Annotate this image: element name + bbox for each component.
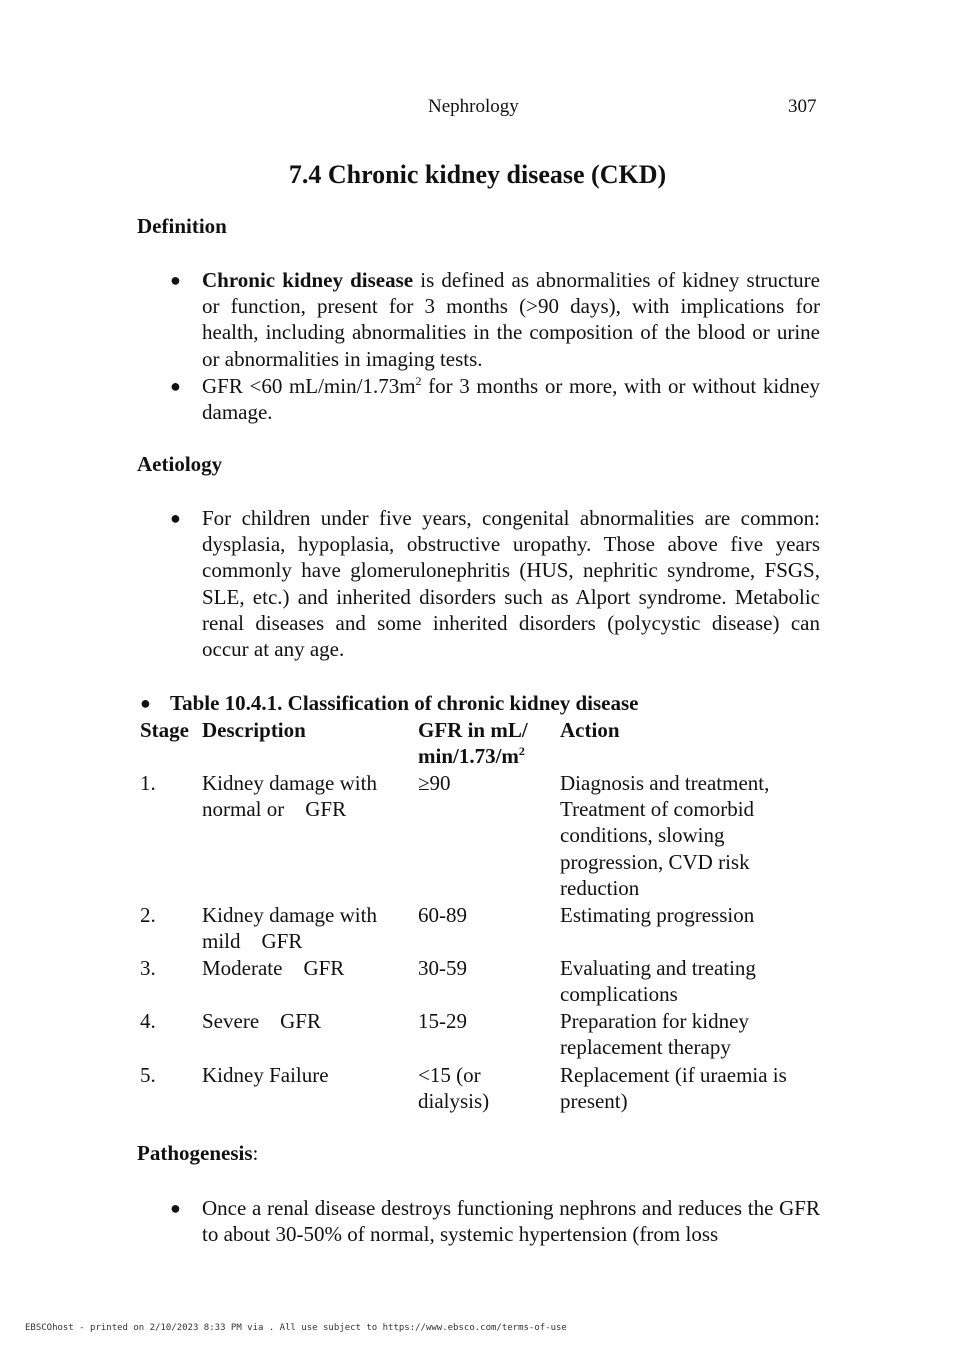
definition-bullet-2-text	[202, 373, 820, 425]
cell-gfr: ≥90	[418, 771, 451, 795]
pathogenesis-bullet	[170, 1195, 820, 1247]
header-gfr-line2	[418, 743, 558, 769]
cell-action: Evaluating and treating complications	[560, 956, 756, 1007]
aetiology-bullet	[170, 505, 820, 662]
table-caption	[140, 690, 639, 716]
definition-heading: Definition	[137, 214, 227, 238]
header-gfr-line2-text: min/1.73/m	[418, 744, 519, 769]
header-gfr-sup: 2	[518, 744, 525, 759]
cell-action: Preparation for kidney replacement therapy	[560, 1009, 749, 1060]
bullet-icon: ●	[170, 376, 181, 396]
cell-stage: 5.	[140, 1063, 156, 1087]
pathogenesis-heading-text: Pathogenesis	[137, 1141, 253, 1165]
cell-description: Kidney damage with normal or GFR	[202, 771, 383, 822]
cell-stage: 3.	[140, 956, 156, 980]
ckd-classification-table	[137, 690, 827, 1130]
definition-bullet-1	[170, 267, 820, 372]
header-action: Action	[560, 718, 620, 742]
cell-description: Kidney Failure	[202, 1063, 329, 1087]
ckd-definition: is defined as abnormalities of kidney structure or function, present for 3 months (>90 days), with implications for health, including abnormalities in the composition of the blood or urine or abnormalities in imaging tests.	[202, 268, 820, 371]
pathogenesis-bullet-text: Once a renal disease destroys functioning nephrons and reduces the GFR to about 30-50% of normal, systemic hypertension (from loss	[202, 1196, 820, 1247]
header-stage: Stage	[140, 718, 189, 742]
cell-gfr: 30-59	[418, 956, 467, 980]
print-footer: EBSCOhost - printed on 2/10/2023 8:33 PM via . All use subject to https://www.ebsco.com/terms-of-use	[25, 1323, 567, 1333]
cell-description: Kidney damage with mild GFR	[202, 903, 383, 954]
bullet-icon: ●	[170, 1198, 181, 1218]
cell-action: Replacement (if uraemia is present)	[560, 1063, 787, 1114]
bullet-icon: ●	[140, 693, 151, 713]
aetiology-heading: Aetiology	[137, 452, 223, 476]
header-gfr	[418, 717, 558, 769]
gfr-criterion-post: for 3 months or more, with or without kidney damage.	[202, 374, 821, 425]
pathogenesis-heading	[137, 1141, 258, 1166]
aetiology-bullet-text: For children under five years, congenital abnormalities are common: dysplasia, hypoplasia, obstructive uropathy. Those above five years commonly have glomerulonephritis (HUS, nephritic syndrome, FSGS, SLE, etc.) and inherited disorders such as Alport syndrome. Metabolic renal diseases and some inherited disorders (polycystic disease) can occur at any age.	[202, 506, 820, 662]
cell-stage: 2.	[140, 903, 156, 927]
cell-stage: 1.	[140, 771, 156, 795]
cell-action: Estimating progression	[560, 903, 755, 927]
header-gfr-line1: GFR in mL/	[418, 718, 528, 742]
cell-gfr: 15-29	[418, 1009, 467, 1033]
page-number: 307	[788, 96, 817, 117]
gfr-criterion-sup: 2	[415, 374, 422, 388]
page-title: 7.4 Chronic kidney disease (CKD)	[288, 160, 667, 189]
bullet-icon: ●	[170, 270, 181, 290]
bullet-icon: ●	[170, 508, 181, 528]
cell-description: Severe GFR	[202, 1009, 321, 1033]
definition-bullet-2	[170, 373, 820, 425]
cell-gfr: <15 (or dialysis)	[418, 1063, 490, 1114]
running-head-section: Nephrology	[428, 96, 519, 117]
cell-description: Moderate GFR	[202, 956, 345, 980]
gfr-criterion-pre: GFR <60 mL/min/1.73m	[202, 374, 416, 398]
pathogenesis-heading-colon: :	[252, 1141, 259, 1165]
cell-stage: 4.	[140, 1009, 156, 1033]
table-caption-text: Table 10.4.1. Classification of chronic kidney disease	[170, 691, 639, 715]
ckd-term: Chronic kidney disease	[202, 268, 414, 292]
cell-gfr: 60-89	[418, 903, 467, 927]
definition-bullet-1-text	[202, 267, 820, 372]
header-description: Description	[202, 718, 306, 742]
cell-action: Diagnosis and treatment, Treatment of comorbid conditions, slowing progression, CVD risk reduction	[560, 771, 770, 900]
